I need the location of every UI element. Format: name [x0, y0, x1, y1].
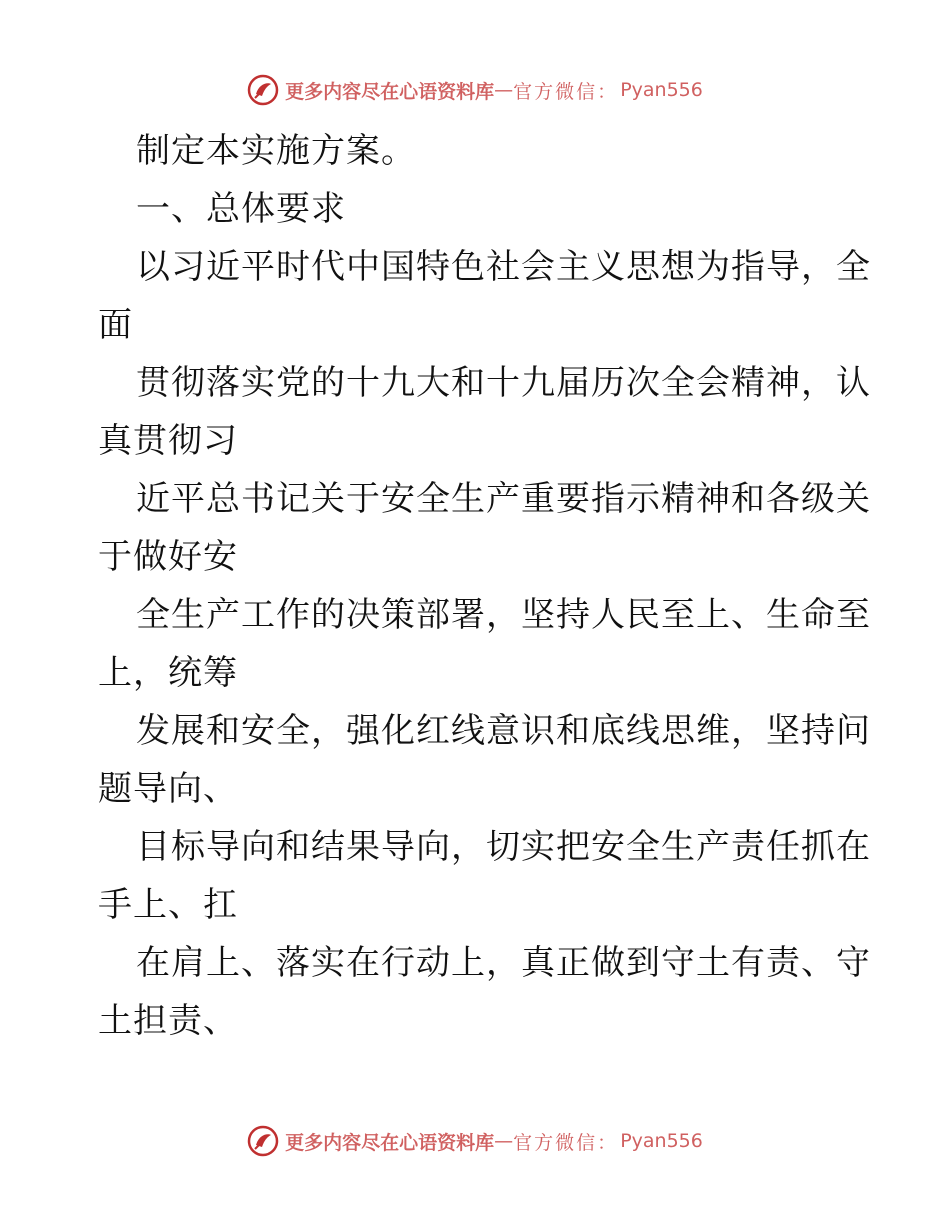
body-line: 发展和安全，强化红线意识和底线思维，坚持问 — [136, 711, 871, 751]
body-line: 题导向、 — [98, 769, 238, 809]
header-banner — [0, 70, 950, 110]
body-line: 制定本实施方案。 — [136, 131, 416, 171]
footer-banner-text: 更多内容尽在心语资料库 — [285, 1131, 495, 1154]
logo-icon — [247, 1125, 279, 1157]
header-banner-dash: — — [494, 79, 514, 101]
footer-banner — [0, 1121, 950, 1161]
body-line: 贯彻落实党的十九大和十九届历次全会精神，认 — [136, 363, 871, 403]
logo-icon — [247, 74, 279, 106]
document-body — [98, 122, 871, 1050]
body-line: 以习近平时代中国特色社会主义思想为指导，全 — [136, 247, 871, 287]
body-line: 目标导向和结果导向，切实把安全生产责任抓在 — [136, 827, 871, 867]
body-line: 于做好安 — [98, 537, 238, 577]
body-line: 真贯彻习 — [98, 421, 238, 461]
body-line: 上，统筹 — [98, 653, 238, 693]
footer-banner-dash: — — [494, 1130, 514, 1152]
footer-banner-subtext: 官方微信： — [513, 1131, 619, 1154]
body-line: 全生产工作的决策部署，坚持人民至上、生命至 — [136, 595, 871, 635]
body-line: 面 — [98, 305, 133, 345]
body-line: 手上、扛 — [98, 885, 238, 925]
header-banner-subtext: 官方微信： — [513, 80, 619, 103]
body-line: 土担责、 — [98, 1001, 238, 1041]
footer-wechat-id: Pyan556 — [620, 1130, 703, 1152]
header-banner-text: 更多内容尽在心语资料库 — [285, 80, 495, 103]
header-wechat-id: Pyan556 — [620, 79, 703, 101]
body-line: 在肩上、落实在行动上，真正做到守土有责、守 — [136, 943, 871, 983]
section-heading: 一、总体要求 — [136, 189, 346, 229]
body-line: 近平总书记关于安全生产重要指示精神和各级关 — [136, 479, 871, 519]
